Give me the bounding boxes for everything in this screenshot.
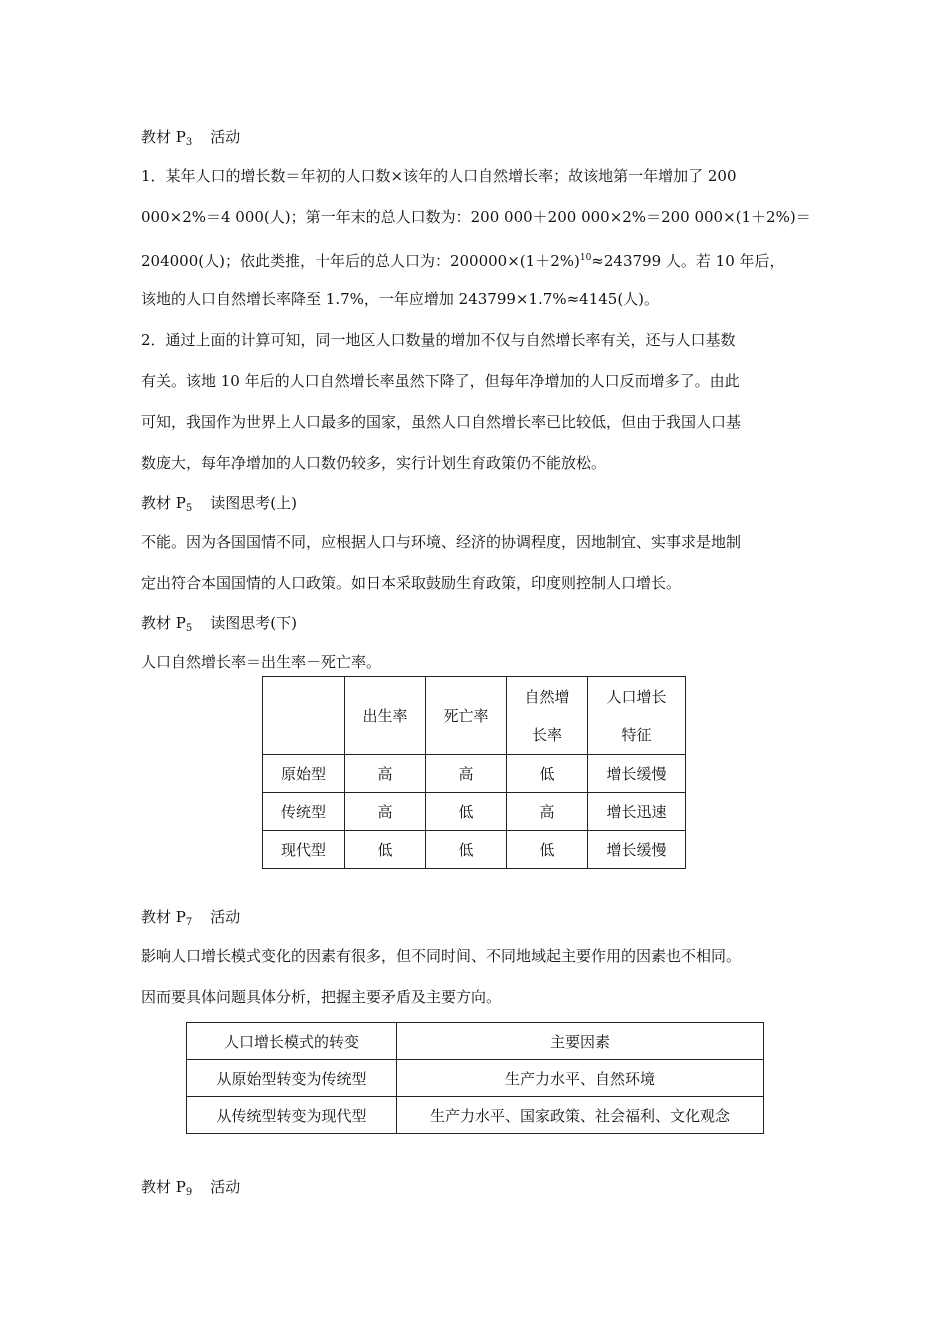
paragraph-line: 该地的人口自然增长率降至 1.7%，一年应增加 243799×1.7%≈4145(人)。 bbox=[141, 290, 660, 308]
population-type-table bbox=[262, 676, 686, 869]
table-header-cell bbox=[263, 677, 345, 755]
heading-page: P bbox=[175, 614, 186, 632]
header-text: 人口增长 bbox=[606, 687, 667, 706]
table-row bbox=[187, 1060, 764, 1097]
heading-page-number: 5 bbox=[185, 503, 193, 514]
table-header-cell: 人口增长模式的转变 bbox=[187, 1023, 397, 1060]
table-cell: 增长迅速 bbox=[588, 793, 686, 831]
table-cell: 低 bbox=[507, 831, 588, 869]
heading-title: 活动 bbox=[210, 1178, 241, 1196]
header-text: 长率 bbox=[531, 725, 562, 744]
table-row bbox=[263, 755, 686, 793]
table-cell: 生产力水平、自然环境 bbox=[397, 1060, 764, 1097]
heading-label: 教材 bbox=[141, 614, 172, 632]
table-cell: 传统型 bbox=[263, 793, 345, 831]
section-heading-p5-upper bbox=[141, 484, 811, 522]
paragraph-line: 数庞大，每年净增加的人口数仍较多，实行计划生育政策仍不能放松。 bbox=[141, 454, 607, 472]
table-cell: 低 bbox=[507, 755, 588, 793]
table-header-cell bbox=[507, 677, 588, 755]
heading-page: P bbox=[175, 128, 186, 146]
paragraph-line: 因而要具体问题具体分析，把握主要矛盾及主要方向。 bbox=[141, 988, 502, 1006]
heading-page: P bbox=[175, 908, 186, 926]
section-heading-p3 bbox=[141, 118, 811, 156]
table-cell: 低 bbox=[345, 831, 426, 869]
table-cell: 生产力水平、国家政策、社会福利、文化观念 bbox=[397, 1097, 764, 1134]
text-span: ≈243799 人。若 10 年后， bbox=[591, 252, 785, 270]
document-body bbox=[141, 118, 811, 683]
heading-label: 教材 bbox=[141, 128, 172, 146]
document-body-lower bbox=[141, 898, 811, 1018]
table-header-cell bbox=[588, 677, 686, 755]
document-body-end bbox=[141, 1168, 811, 1206]
heading-page: P bbox=[175, 494, 186, 512]
heading-label: 教材 bbox=[141, 908, 172, 926]
section-heading-p5-lower bbox=[141, 604, 811, 642]
growth-model-change-table bbox=[186, 1022, 764, 1134]
table-cell: 增长缓慢 bbox=[588, 831, 686, 869]
paragraph-line: 可知，我国作为世界上人口最多的国家，虽然人口自然增长率已比较低，但由于我国人口基 bbox=[141, 413, 742, 431]
heading-title: 活动 bbox=[210, 908, 241, 926]
paragraph-line: 000×2%＝4 000(人)；第一年末的总人口数为：200 000＋200 000×2%＝200 000×(1＋2%)＝ bbox=[141, 208, 811, 226]
paragraph-line: 定出符合本国国情的人口政策。如日本采取鼓励生育政策，印度则控制人口增长。 bbox=[141, 574, 682, 592]
heading-page-number: 3 bbox=[185, 137, 193, 148]
paragraph-line: 1．某年人口的增长数＝年初的人口数×该年的人口自然增长率；故该地第一年增加了 200 bbox=[141, 167, 737, 185]
table-cell: 低 bbox=[426, 831, 507, 869]
heading-page-number: 5 bbox=[185, 623, 193, 634]
header-text: 特征 bbox=[621, 725, 652, 744]
heading-page: P bbox=[175, 1178, 186, 1196]
paragraph-line: 人口自然增长率＝出生率－死亡率。 bbox=[141, 653, 382, 671]
paragraph-line: 影响人口增长模式变化的因素有很多，但不同时间、不同地域起主要作用的因素也不相同。 bbox=[141, 947, 742, 965]
paragraph-line bbox=[141, 238, 811, 279]
heading-page-number: 9 bbox=[185, 1187, 193, 1198]
heading-title: 读图思考(下) bbox=[210, 614, 297, 632]
heading-label: 教材 bbox=[141, 1178, 172, 1196]
table-header-row bbox=[187, 1023, 764, 1060]
table-cell: 现代型 bbox=[263, 831, 345, 869]
paragraph-line: 2．通过上面的计算可知，同一地区人口数量的增加不仅与自然增长率有关，还与人口基数 bbox=[141, 331, 736, 349]
text-span: 204000(人)；依此类推，十年后的总人口为：200000×(1＋2%) bbox=[141, 252, 580, 270]
paragraph-line: 不能。因为各国国情不同，应根据人口与环境、经济的协调程度，因地制宜、实事求是地制 bbox=[141, 533, 742, 551]
table-cell: 高 bbox=[507, 793, 588, 831]
paragraph-line: 有关。该地 10 年后的人口自然增长率虽然下降了，但每年净增加的人口反而增多了。由此 bbox=[141, 372, 740, 390]
table-row bbox=[263, 831, 686, 869]
table-cell: 高 bbox=[426, 755, 507, 793]
table-row bbox=[187, 1097, 764, 1134]
table-cell: 低 bbox=[426, 793, 507, 831]
table-cell: 从原始型转变为传统型 bbox=[187, 1060, 397, 1097]
table-header-row bbox=[263, 677, 686, 755]
table-header-cell: 死亡率 bbox=[426, 677, 507, 755]
table-cell: 高 bbox=[345, 755, 426, 793]
header-text: 自然增 bbox=[524, 687, 570, 706]
table-cell: 原始型 bbox=[263, 755, 345, 793]
superscript: 10 bbox=[579, 253, 592, 263]
heading-page-number: 7 bbox=[185, 917, 193, 928]
table-header-cell: 主要因素 bbox=[397, 1023, 764, 1060]
heading-title: 活动 bbox=[210, 128, 241, 146]
table-row bbox=[263, 793, 686, 831]
heading-title: 读图思考(上) bbox=[210, 494, 297, 512]
section-heading-p9 bbox=[141, 1168, 811, 1206]
heading-label: 教材 bbox=[141, 494, 172, 512]
table-cell: 从传统型转变为现代型 bbox=[187, 1097, 397, 1134]
table-cell: 增长缓慢 bbox=[588, 755, 686, 793]
table-header-cell: 出生率 bbox=[345, 677, 426, 755]
section-heading-p7 bbox=[141, 898, 811, 936]
table-cell: 高 bbox=[345, 793, 426, 831]
